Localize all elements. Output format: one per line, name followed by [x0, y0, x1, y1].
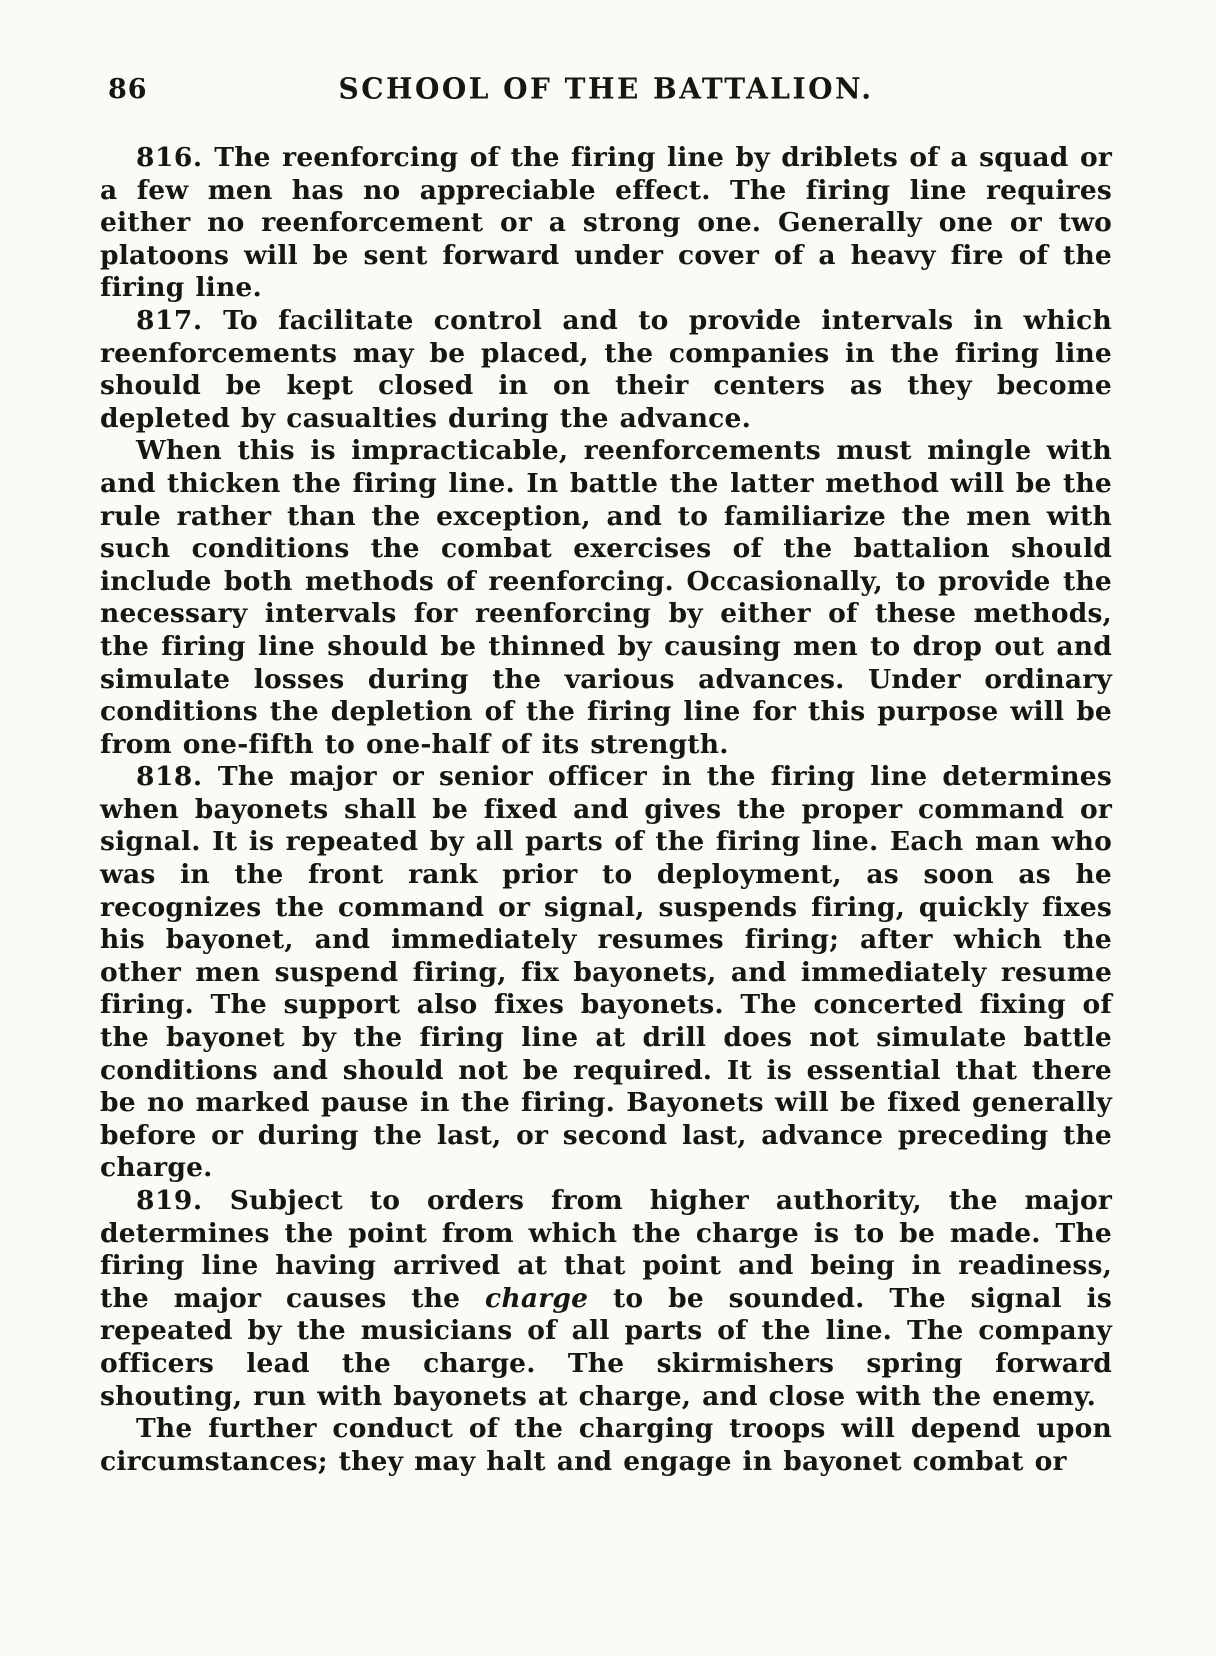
- paragraph: [100, 142, 1112, 305]
- page-header: [100, 72, 1112, 112]
- paragraph-text: Subject to orders from higher authority, the major determines the point from which the charge is to be made. The firing line having arrived at that point and being in readiness, the major causes the: [100, 1185, 1112, 1314]
- paragraph-text: When this is impracticable, reenforcements must mingle with and thicken the firing line. In battle the latter method will be the rule rather than the exception, and to familiarize the men with such conditions the combat exercises of the battalion should include both methods of reenforcing. Occasionally, to provide the necessary intervals for reenforcing by either of these methods, the firing line should be thinned by causing men to drop out and simulate losses during the various advances. Under ordinary conditions the depletion of the firing line for this purpose will be from one-fifth to one-half of its strength.: [100, 435, 1112, 760]
- paragraph-text: The further conduct of the charging troops will depend upon circumstances; they may halt and engage in bayonet combat or: [100, 1413, 1112, 1477]
- emphasized-text: charge: [485, 1282, 589, 1314]
- paragraph-text: The major or senior officer in the firing line determines when bayonets shall be fixed and gives the proper command or signal. It is repeated by all parts of the firing line. Each man who was in the front rank prior to deployment, as soon as he recognizes the command or signal, suspends firing, quickly fixes his bayonet, and immediately resumes firing; after which the other men suspend firing, fix bayonets, and immediately resume firing. The support also fixes bayonets. The concerted fixing of the bayonet by the firing line at drill does not simulate battle conditions and should not be required. It is essential that there be no marked pause in the firing. Bayonets will be fixed generally before or during the last, or second last, advance preceding the charge.: [100, 761, 1112, 1184]
- paragraph: [100, 1185, 1112, 1413]
- paragraph: [100, 305, 1112, 435]
- page-body: [100, 142, 1112, 1478]
- paragraph-number: 819.: [136, 1185, 230, 1216]
- paragraph-text: The reenforcing of the firing line by driblets of a squad or a few men has no appreciable effect. The firing line requires either no reenforcement or a strong one. Generally one or two platoons will be sent forward under cover of a heavy fire of the firing line.: [100, 142, 1112, 304]
- paragraph-number: 817.: [136, 304, 224, 336]
- paragraph: [100, 761, 1112, 1185]
- paragraph: [100, 435, 1112, 761]
- paragraph-number: 816.: [136, 142, 215, 173]
- paragraph: [100, 1413, 1112, 1478]
- paragraph-text: To facilitate control and to provide intervals in which reenforcements may be placed, the companies in the firing line should be kept closed in on their centers as they become depleted by casualties during the advance.: [100, 304, 1112, 434]
- page-number: 86: [108, 74, 148, 105]
- page-title: SCHOOL OF THE BATTALION.: [338, 71, 874, 106]
- paragraph-text: to be sounded. The signal is repeated by the musicians of all parts of the line. The company officers lead the charge. The skirmishers spring forward shouting, run with bayonets at charge, and close with the enemy.: [100, 1282, 1112, 1412]
- paragraph-number: 818.: [136, 761, 218, 793]
